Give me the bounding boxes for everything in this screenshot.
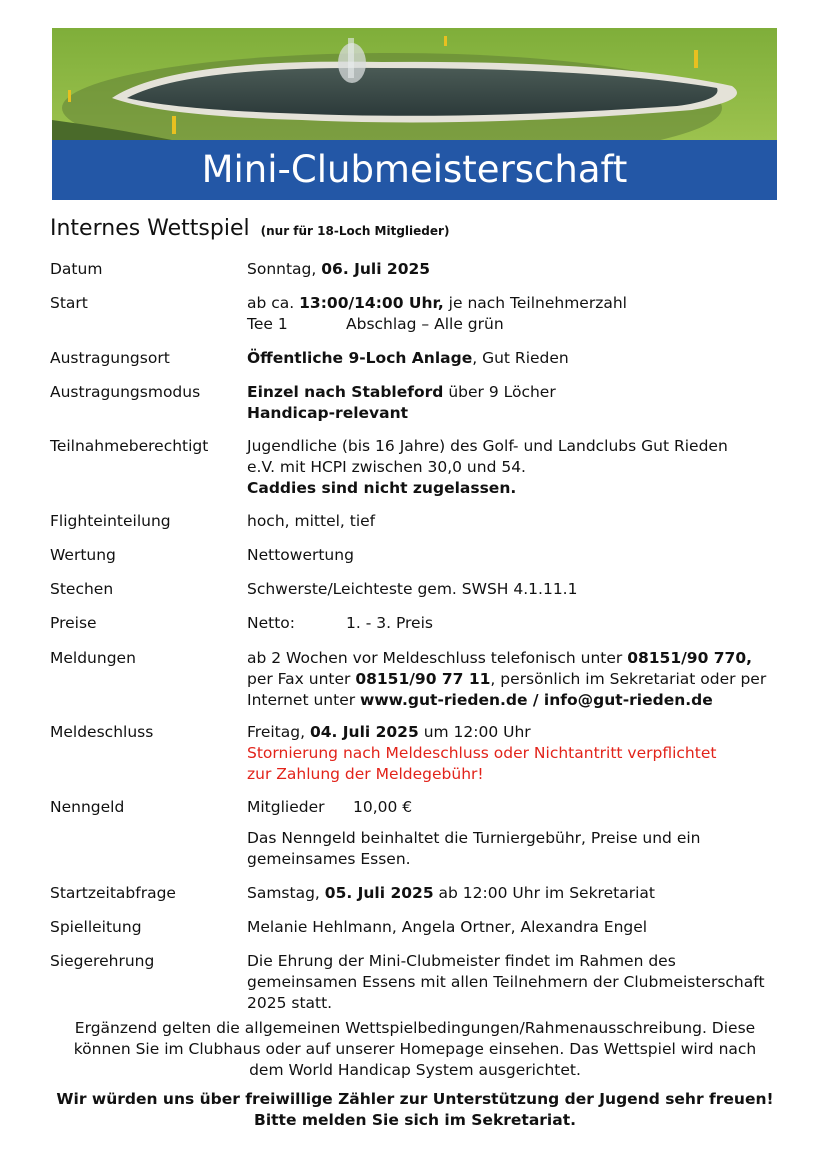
start-pre: ab ca. [247, 294, 300, 312]
meldungen-fax: 08151/90 77 11 [355, 670, 491, 688]
value-austragungsort [247, 348, 782, 369]
startzeit-date: 05. Juli 2025 [324, 884, 434, 902]
value-austragungsmodus [247, 382, 782, 424]
label-teilnahmeberechtigt: Teilnahmeberechtigt [50, 437, 209, 455]
siegerehrung-line1: Die Ehrung der Mini-Clubmeister findet im Rahmen des [247, 952, 676, 970]
teilnahme-line2: e.V. mit HCPI zwischen 30,0 und 54. [247, 458, 526, 476]
label-startzeitabfrage: Startzeitabfrage [50, 884, 176, 902]
value-flighteinteilung: hoch, mittel, tief [247, 512, 376, 530]
startzeit-weekday: Samstag, [247, 884, 325, 902]
footer-conditions [50, 1018, 780, 1081]
label-spielleitung: Spielleitung [50, 918, 142, 936]
label-austragungsort: Austragungsort [50, 349, 170, 367]
start-post: je nach Teilnehmerzahl [443, 294, 627, 312]
nenngeld-who: Mitglieder [247, 798, 325, 816]
modus-name: Einzel nach Stableford [247, 383, 444, 401]
meldungen-l3: Internet unter [247, 691, 361, 709]
value-spielleitung: Melanie Hehlmann, Angela Ortner, Alexandra Engel [247, 918, 648, 936]
value-startzeitabfrage [247, 883, 782, 904]
footer-appeal-1: Wir würden uns über freiwillige Zähler zur Unterstützung der Jugend sehr freuen! [56, 1090, 774, 1108]
modus-post: über 9 Löcher [443, 383, 556, 401]
nenngeld-amount: 10,00 € [353, 798, 413, 816]
label-flighteinteilung: Flighteinteilung [50, 512, 171, 530]
teilnahme-caddies: Caddies sind nicht zugelassen. [247, 479, 517, 497]
meldungen-phone: 08151/90 770, [627, 649, 752, 667]
page-title: Mini-Clubmeisterschaft [52, 140, 777, 200]
label-austragungsmodus: Austragungsmodus [50, 383, 201, 401]
siegerehrung-line2: gemeinsamen Essens mit allen Teilnehmern der Clubmeisterschaft [247, 973, 765, 991]
value-wertung: Nettowertung [247, 546, 354, 564]
meldungen-l1: ab 2 Wochen vor Meldeschluss telefonisch unter [247, 649, 628, 667]
label-meldeschluss: Meldeschluss [50, 723, 154, 741]
footer-conditions-2: können Sie im Clubhaus oder auf unserer Homepage einsehen. Das Wettspiel wird nach [73, 1040, 757, 1058]
subtitle [50, 216, 449, 241]
footer-conditions-3: dem World Handicap System ausgerichtet. [249, 1061, 581, 1079]
preise-value: 1. - 3. Preis [346, 614, 433, 632]
value-siegerehrung [247, 951, 782, 1014]
subtitle-main: Internes Wettspiel [50, 216, 250, 241]
value-teilnahmeberechtigt [247, 436, 782, 499]
meldungen-l2-post: , persönlich im Sekretariat oder per [490, 670, 767, 688]
footer-appeal [50, 1089, 780, 1131]
label-datum: Datum [50, 260, 103, 278]
label-stechen: Stechen [50, 580, 114, 598]
meldeschluss-date: 04. Juli 2025 [309, 723, 419, 741]
ort-name: Öffentliche 9-Loch Anlage [247, 349, 473, 367]
ort-post: , Gut Rieden [472, 349, 569, 367]
value-meldeschluss [247, 722, 782, 785]
startzeit-post: ab 12:00 Uhr im Sekretariat [433, 884, 655, 902]
meldeschluss-warning-1: Stornierung nach Meldeschluss oder Nichtantritt verpflichtet [247, 744, 717, 762]
nenngeld-info-1: Das Nenngeld beinhaltet die Turniergebühr, Preise und ein [247, 829, 701, 847]
label-meldungen: Meldungen [50, 649, 136, 667]
header-photo [52, 28, 777, 140]
modus-handicap: Handicap-relevant [247, 404, 409, 422]
label-start: Start [50, 294, 88, 312]
label-preise: Preise [50, 614, 97, 632]
preise-netto: Netto: [247, 614, 295, 632]
meldeschluss-time: um 12:00 Uhr [418, 723, 531, 741]
label-nenngeld: Nenngeld [50, 798, 125, 816]
value-start [247, 293, 782, 335]
value-meldungen [247, 648, 782, 711]
value-datum [247, 259, 782, 280]
footer-conditions-1: Ergänzend gelten die allgemeinen Wettspielbedingungen/Rahmenausschreibung. Diese [74, 1019, 756, 1037]
start-abschlag: Abschlag – Alle grün [346, 315, 504, 333]
label-siegerehrung: Siegerehrung [50, 952, 155, 970]
datum-date: 06. Juli 2025 [321, 260, 431, 278]
meldungen-web: www.gut-rieden.de / info@gut-rieden.de [360, 691, 713, 709]
value-stechen: Schwerste/Leichteste gem. SWSH 4.1.11.1 [247, 580, 578, 598]
meldungen-l2: per Fax unter [247, 670, 356, 688]
subtitle-note: (nur für 18-Loch Mitglieder) [260, 224, 450, 238]
value-nenngeld [247, 797, 782, 870]
nenngeld-info-2: gemeinsames Essen. [247, 850, 411, 868]
teilnahme-line1: Jugendliche (bis 16 Jahre) des Golf- und Landclubs Gut Rieden [247, 437, 728, 455]
value-preise [247, 613, 782, 634]
siegerehrung-line3: 2025 statt. [247, 994, 333, 1012]
start-time: 13:00/14:00 Uhr, [299, 294, 444, 312]
label-wertung: Wertung [50, 546, 116, 564]
meldeschluss-warning-2: zur Zahlung der Meldegebühr! [247, 765, 484, 783]
meldeschluss-weekday: Freitag, [247, 723, 310, 741]
footer-appeal-2: Bitte melden Sie sich im Sekretariat. [254, 1111, 576, 1129]
datum-weekday: Sonntag, [247, 260, 322, 278]
start-tee: Tee 1 [247, 315, 288, 333]
